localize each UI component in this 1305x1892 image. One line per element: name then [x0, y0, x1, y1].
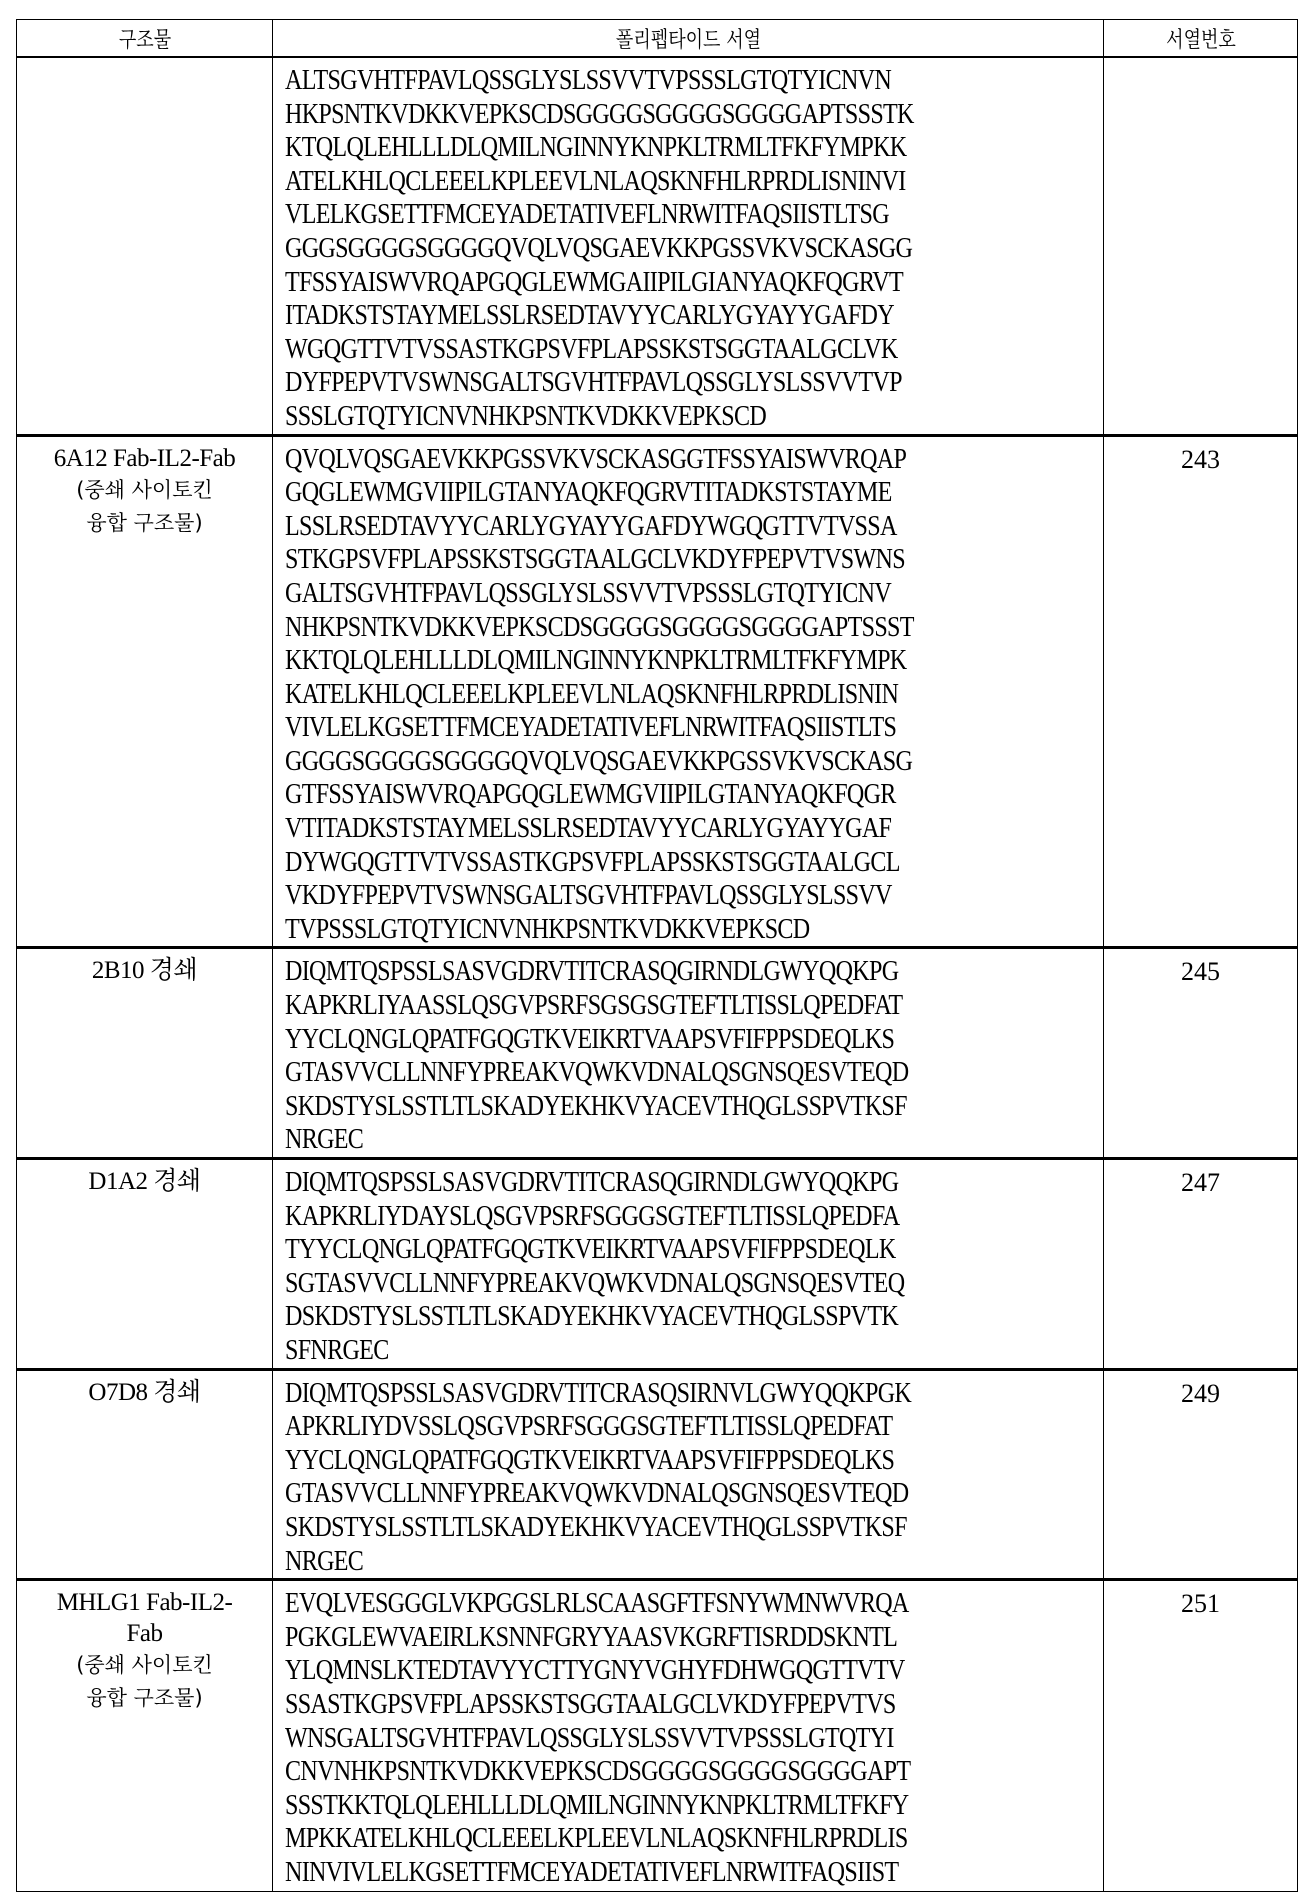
sequence-line: YLQMNSLKTEDTAVYYCTTYGNYVGHYFDHWGQGTTVTV — [285, 1655, 905, 1687]
sequence-line: YYCLQNGLQPATFGQGTKVEIKRTVAAPSVFIFPPSDEQLKS — [285, 1444, 895, 1476]
construct-cell — [17, 1580, 273, 1892]
seq-id-cell — [1104, 57, 1298, 435]
sequence-line: NHKPSNTKVDKKVEPKSCDSGGGGSGGGGSGGGGAPTSSST — [285, 611, 914, 643]
sequence-line: MPKKATELKHLQCLEEELKPLEEVLNLAQSKNFHLRPRDLIS — [285, 1823, 908, 1855]
sequence-line: SKDSTYSLSSTLTLSKADYEKHKVYACEVTHQGLSSPVTKSF — [285, 1090, 907, 1122]
construct-cell — [17, 1159, 273, 1370]
construct-note: 융합 구조물) — [86, 1686, 203, 1711]
sequence-line: SFNRGEC — [285, 1334, 389, 1366]
seq-id-cell: 243 — [1104, 435, 1298, 948]
sequence-line: DIQMTQSPSSLSASVGDRVTITCRASQGIRNDLGWYQQKPG — [285, 1167, 899, 1198]
sequence-line: CNVNHKPSNTKVDKKVEPKSCDSGGGGSGGGGSGGGGAPT — [285, 1756, 911, 1788]
sequence-line: KKTQLQLEHLLLDLQMILNGINNYKNPKLTRMLTFKFYMPK — [285, 645, 907, 677]
sequence-line: SSSTKKTQLQLEHLLLDLQMILNGINNYKNPKLTRMLTFKFY — [285, 1789, 909, 1821]
sequence-line: TYYCLQNGLQPATFGQGTKVEIKRTVAAPSVFIFPPSDEQLK — [285, 1234, 896, 1266]
sequence-line: DYFPEPVTVSWNSGALTSGVHTFPAVLQSSGLYSLSSVVTVP — [285, 367, 902, 399]
table-row — [17, 1159, 1298, 1370]
sequence-cell — [273, 57, 1104, 435]
sequence-cell — [273, 1580, 1104, 1892]
construct-name: D1A2 경쇄 — [88, 1168, 201, 1195]
construct-cell — [17, 1369, 273, 1580]
sequence-line: APKRLIYDVSSLQSGVPSRFSGGGSGTEFTLTISSLQPEDFAT — [285, 1411, 893, 1443]
sequence-line: STKGPSVFPLAPSSKSTSGGTAALGCLVKDYFPEPVTVSWNS — [285, 544, 905, 576]
table-row — [17, 1369, 1298, 1580]
sequence-line: VIVLELKGSETTFMCEYADETATIVEFLNRWITFAQSIISTLTS — [285, 712, 897, 744]
construct-name: O7D8 경쇄 — [88, 1378, 201, 1406]
sequence-line: GGGGSGGGGSGGGGQVQLVQSGAEVKKPGSSVKVSCKASG — [285, 745, 913, 777]
seq-id-cell: 249 — [1104, 1369, 1298, 1580]
sequence-line: GQGLEWMGVIIPILGTANYAQKFQGRVTITADKSTSTAYME — [285, 477, 892, 509]
construct-name: Fab — [126, 1620, 163, 1648]
sequence-table — [16, 19, 1298, 1892]
header-construct: 구조물 — [40, 20, 250, 58]
sequence-line: GGGSGGGGSGGGGQVQLVQSGAEVKKPGSSVKVSCKASGG — [285, 232, 913, 264]
sequence-line: SGTASVVCLLNNFYPREAKVQWKVDNALQSGNSQESVTEQ — [285, 1267, 905, 1299]
sequence-line: VKDYFPEPVTVSWNSGALTSGVHTFPAVLQSSGLYSLSSVV — [285, 880, 892, 912]
construct-cell — [17, 57, 273, 435]
sequence-line: WNSGALTSGVHTFPAVLQSSGLYSLSSVVTVPSSSLGTQTYI — [285, 1722, 894, 1754]
construct-note: 융합 구조물) — [86, 510, 203, 535]
table-row — [17, 948, 1298, 1159]
header-sequence: 폴리펩타이드 서열 — [347, 20, 1028, 58]
construct-note: (중쇄 사이토킨 — [76, 1653, 213, 1678]
sequence-line: KATELKHLQCLEEELKPLEEVLNLAQSKNFHLRPRDLISNIN — [285, 678, 899, 710]
table-row — [17, 435, 1298, 948]
sequence-line: EVQLVESGGGLVKPGGSLRLSCAASGFTFSNYWMNWVRQA — [285, 1588, 909, 1620]
sequence-line: GTASVVCLLNNFYPREAKVQWKVDNALQSGNSQESVTEQD — [285, 1478, 909, 1510]
table-row — [17, 1580, 1298, 1892]
seq-id-cell: 245 — [1104, 948, 1298, 1159]
table-row — [17, 57, 1298, 435]
sequence-line: GALTSGVHTFPAVLQSSGLYSLSSVVTVPSSSLGTQTYICNV — [285, 577, 892, 609]
sequence-line: ALTSGVHTFPAVLQSSGLYSLSSVVTVPSSSLGTQTYICNVN — [285, 65, 892, 96]
construct-note: (중쇄 사이토킨 — [76, 477, 213, 502]
sequence-line: KAPKRLIYAASSLQSGVPSRFSGSGSGTEFTLTISSLQPEDFAT — [285, 990, 903, 1022]
sequence-line: KAPKRLIYDAYSLQSGVPSRFSGGGSGTEFTLTISSLQPEDFA — [285, 1200, 900, 1232]
construct-name: 6A12 Fab-IL2-Fab — [53, 444, 236, 472]
sequence-line: GTASVVCLLNNFYPREAKVQWKVDNALQSGNSQESVTEQD — [285, 1057, 909, 1089]
sequence-line: VLELKGSETTFMCEYADETATIVEFLNRWITFAQSIISTLTSG — [285, 199, 889, 231]
sequence-cell — [273, 1369, 1104, 1580]
sequence-line: NRGEC — [285, 1545, 364, 1577]
sequence-line: PGKGLEWVAEIRLKSNNFGRYYAASVKGRFTISRDDSKNTL — [285, 1621, 898, 1653]
sequence-line: NRGEC — [285, 1124, 364, 1156]
sequence-line: HKPSNTKVDKKVEPKSCDSGGGGSGGGGSGGGGAPTSSSTK — [285, 98, 914, 130]
sequence-line: SKDSTYSLSSTLTLSKADYEKHKVYACEVTHQGLSSPVTKSF — [285, 1511, 907, 1543]
sequence-line: SSSLGTQTYICNVNHKPSNTKVDKKVEPKSCD — [285, 400, 767, 432]
sequence-line: WGQGTTVTVSSASTKGPSVFPLAPSSKSTSGGTAALGCLVK — [285, 333, 898, 365]
sequence-line: DYWGQGTTVTVSSASTKGPSVFPLAPSSKSTSGGTAALGCL — [285, 846, 900, 878]
sequence-cell — [273, 948, 1104, 1159]
seq-id-cell: 251 — [1104, 1580, 1298, 1892]
sequence-line: GTFSSYAISWVRQAPGQGLEWMGVIIPILGTANYAQKFQGR — [285, 779, 896, 811]
sequence-line: DIQMTQSPSSLSASVGDRVTITCRASQSIRNVLGWYQQKPGK — [285, 1377, 912, 1409]
sequence-line: ATELKHLQCLEEELKPLEEVLNLAQSKNFHLRPRDLISNINVI — [285, 165, 906, 197]
sequence-cell — [273, 1159, 1104, 1370]
sequence-line: LSSLRSEDTAVYYCARLYGYAYYGAFDYWGQGTTVTVSSA — [285, 510, 897, 542]
sequence-line: TFSSYAISWVRQAPGQGLEWMGAIIPILGIANYAQKFQGRVT — [285, 266, 904, 298]
sequence-line: ITADKSTSTAYMELSSLRSEDTAVYYCARLYGYAYYGAFDY — [285, 300, 894, 332]
table-header-row — [17, 20, 1298, 58]
header-seq-id: 서열번호 — [1121, 20, 1280, 58]
sequence-line: YYCLQNGLQPATFGQGTKVEIKRTVAAPSVFIFPPSDEQLKS — [285, 1023, 895, 1055]
seq-id-cell: 247 — [1104, 1159, 1298, 1370]
sequence-line: SSASTKGPSVFPLAPSSKSTSGGTAALGCLVKDYFPEPVTVS — [285, 1688, 896, 1720]
sequence-line: NINVIVLELKGSETTFMCEYADETATIVEFLNRWITFAQSIIST — [285, 1856, 899, 1888]
sequence-line: VTITADKSTSTAYMELSSLRSEDTAVYYCARLYGYAYYGAF — [285, 813, 892, 845]
construct-name: MHLG1 Fab-IL2- — [56, 1589, 233, 1617]
sequence-line: TVPSSSLGTQTYICNVNHKPSNTKVDKKVEPKSCD — [285, 913, 810, 945]
sequence-cell — [273, 435, 1104, 948]
construct-name: 2B10 경쇄 — [91, 957, 198, 985]
sequence-line: DSKDSTYSLSSTLTLSKADYEKHKVYACEVTHQGLSSPVTK — [285, 1301, 899, 1333]
sequence-line: QVQLVQSGAEVKKPGSSVKVSCKASGGTFSSYAISWVRQAP — [285, 443, 907, 475]
sequence-line: DIQMTQSPSSLSASVGDRVTITCRASQGIRNDLGWYQQKPG — [285, 956, 899, 988]
construct-cell — [17, 435, 273, 948]
sequence-line: KTQLQLEHLLLDLQMILNGINNYKNPKLTRMLTFKFYMPKK — [285, 132, 907, 164]
construct-cell — [17, 948, 273, 1159]
